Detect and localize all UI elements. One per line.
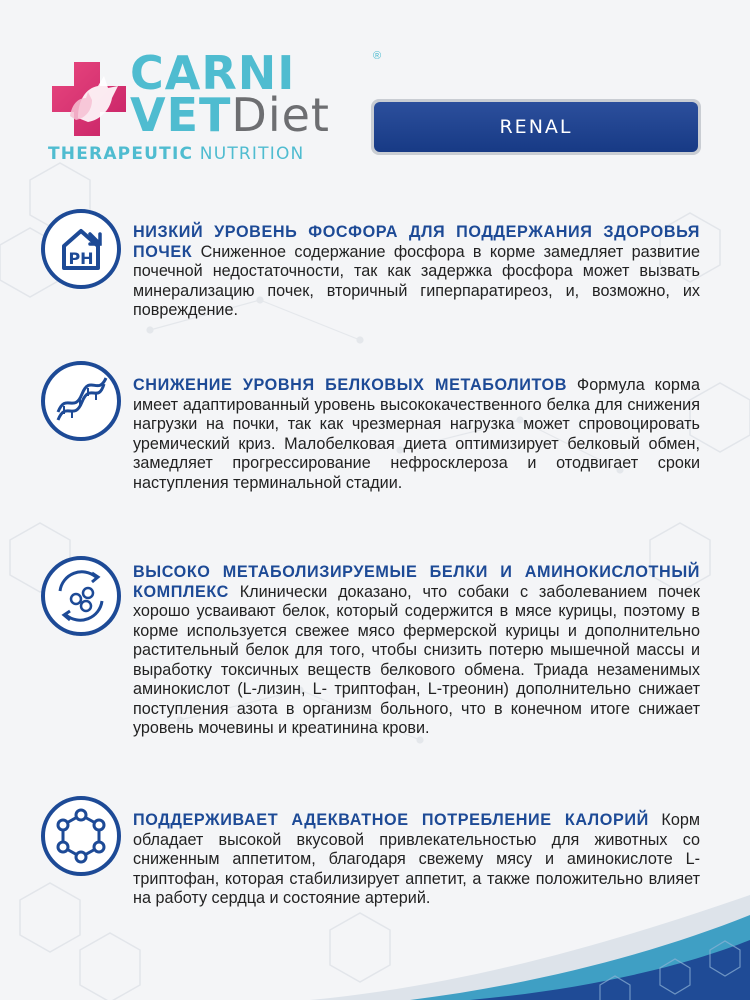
section-protein-metabolites-title: СНИЖЕНИЕ УРОВНЯ БЕЛКОВЫХ МЕТАБОЛИТОВ [133,376,568,394]
section-calories-body: Корм обладает высокой вкусовой привлекательностью для животных со сниженным аппетитом, благодаря свежему мясу и аминокислоте L- триптофан, которая стабилизирует аппетит, а также положительно влияет на работу сердца и состояние артерий. [133,811,700,907]
renal-badge-label: RENAL [374,102,698,152]
amino-cycle-icon [40,555,122,637]
ph-icon-label: PH [68,249,94,268]
section-calories-text [133,811,700,909]
protein-helix-icon [40,360,122,442]
section-protein-metabolites-text [133,376,700,493]
section-protein-metabolites-body: Формула корма имеет адаптированный уровень высококачественного белка для снижения нагрузки на почки, так как чрезмерная нагрузка может спровоцировать уремический криз. Малобелковая диета оптимизирует белковый обмен, замедляет прогрессирование нефросклероза и отодвигает сроки наступления терминальной стадии. [133,376,700,492]
section-amino-complex-title: ВЫСОКО МЕТАБОЛИЗИРУЕМЫЕ БЕЛКИ И АМИНОКИСЛОТНЫЙ КОМПЛЕКС [133,563,700,601]
section-amino-complex-body: Клинически доказано, что собаки с заболеванием почек хорошо усваивают белок, который содержится в мясе курицы, поэтому в корме используется свежее мясо фермерской курицы и дополнительно растительный белок для того, чтобы снизить потерю мышечной массы и выработку токсичных веществ белкового обмена. Триада незаменимых аминокислот (L-лизин, L- триптофан, L-треонин) дополнительно снижает поступления азота в организм больного, что в конечном итоге снижает уровень мочевины и креатинина крови. [133,582,700,737]
section-phosphorus-text [133,223,700,321]
logo-carni-text: CARNI [130,46,296,100]
ph-house-icon [40,208,122,290]
section-phosphorus-body: Сниженное содержание фосфора в корме замедляет развитие почечной недостаточности, так как задержка фосфора может вызвать минерализацию почек, вторичный гиперпаратиреоз, и, возможно, их повреждение. [133,242,700,319]
tagline-rest: NUTRITION [193,144,305,164]
renal-badge [371,99,701,155]
pet-cross-logo-icon [48,58,130,140]
registered-mark: ® [373,50,382,62]
section-amino-complex-text [133,563,700,739]
logo-vet-text: VET [130,88,232,142]
section-phosphorus-title: НИЗКИЙ УРОВЕНЬ ФОСФОРА ДЛЯ ПОДДЕРЖАНИЯ ЗДОРОВЬЯ ПОЧЕК [133,223,700,261]
molecule-ring-icon [40,795,122,877]
tagline-bold: THERAPEUTIC [48,144,194,164]
carnivet-logo [48,46,382,164]
section-calories-title: ПОДДЕРЖИВАЕТ АДЕКВАТНОЕ ПОТРЕБЛЕНИЕ КАЛОРИЙ [133,811,649,829]
logo-diet-text: Diet [231,88,330,142]
logo-vet-diet-text [130,88,330,142]
logo-tagline [48,144,304,164]
